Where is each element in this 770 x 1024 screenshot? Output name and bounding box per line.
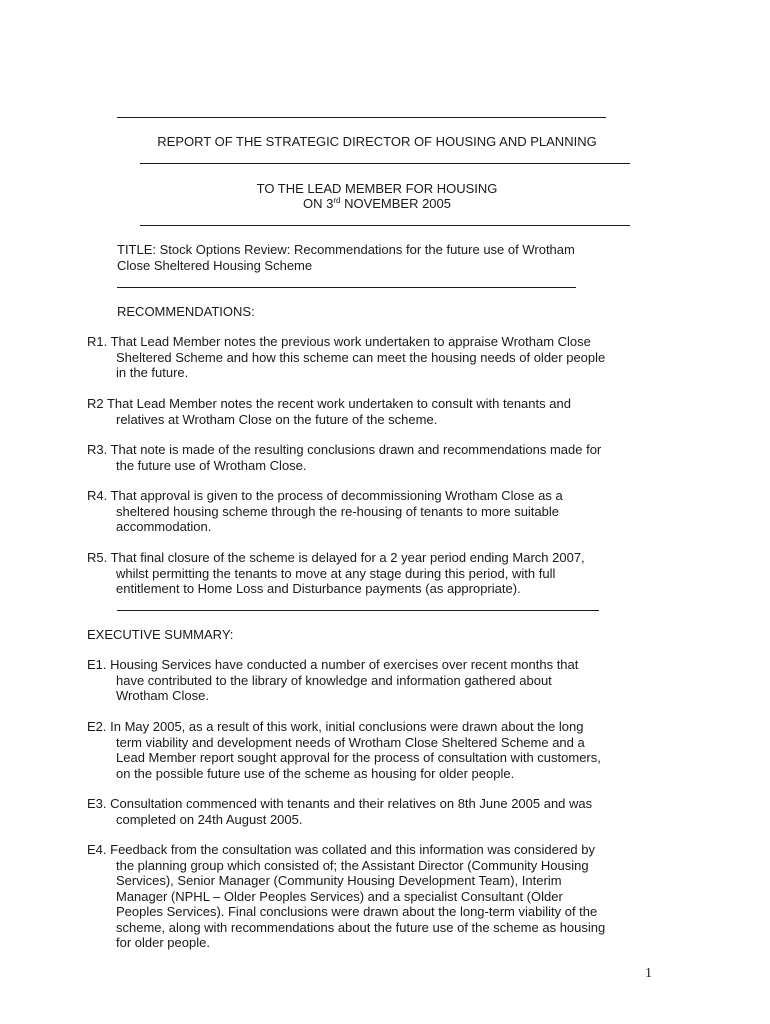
date-ordinal: rd [333,196,341,205]
date-suffix: NOVEMBER 2005 [340,196,451,211]
report-of-heading: REPORT OF THE STRATEGIC DIRECTOR OF HOUSING AND PLANNING [157,134,597,149]
date-prefix: ON 3 [302,196,334,211]
rule-under-report-of [140,163,630,164]
to-lead-member-line: TO THE LEAD MEMBER FOR HOUSING [256,181,498,196]
summary-e3: E3. Consultation commenced with tenants and their relatives on 8th June 2005 and was completed on 24th August 2005. [87,796,593,827]
summary-e1: E1. Housing Services have conducted a number of exercises over recent months that have contributed to the library of knowledge and information gathered about Wrotham Close. [87,657,579,703]
summary-e4: E4. Feedback from the consultation was collated and this information was considered by the planning group which consisted of; the Assistant Director (Community Housing Services), Senior Manager (Community Housing Development Team), Interim Manager (NPHL – Older Peoples Services) and a specialist Consultant (Older Peoples Services). Final conclusions were drawn about the long-term viability of the scheme, along with recommendations about the future use of the scheme as housing for older people. [87,842,606,950]
recommendation-r4: R4. That approval is given to the process of decommissioning Wrotham Close as a sheltered housing scheme through the re-housing of tenants to more suitable accommodation. [87,488,563,534]
page-number: 1 [645,966,652,981]
recommendation-r3: R3. That note is made of the resulting conclusions drawn and recommendations made for the future use of Wrotham Close. [87,442,602,473]
recommendation-r5: R5. That final closure of the scheme is delayed for a 2 year period ending March 2007, whilst permitting the tenants to move at any stage during this period, with full entitlement to Home Loss and Disturbance payments (as appropriate). [87,550,585,596]
report-title-line-1: TITLE: Stock Options Review: Recommendations for the future use of Wrotham [117,242,575,257]
rule-under-date [140,225,630,226]
rule-under-recommendations [117,610,599,611]
report-title-line-2: Close Sheltered Housing Scheme [117,258,313,273]
rule-top [117,117,606,118]
recommendation-r2: R2 That Lead Member notes the recent work undertaken to consult with tenants and relatives at Wrotham Close on the future of the scheme. [87,396,571,427]
meeting-date-line [117,196,637,212]
summary-e2: E2. In May 2005, as a result of this work, initial conclusions were drawn about the long term viability and development needs of Wrotham Close Sheltered Scheme and a Lead Member report sought approval for the process of consultation with customers, on the possible future use of the scheme as housing for older people. [87,719,601,781]
rule-under-title [117,287,576,288]
recommendation-r1: R1. That Lead Member notes the previous work undertaken to appraise Wrotham Close Sheltered Scheme and how this scheme can meet the housing needs of older people in the future. [87,334,606,380]
recommendations-heading: RECOMMENDATIONS: [117,304,255,319]
executive-summary-heading: EXECUTIVE SUMMARY: [87,627,234,642]
